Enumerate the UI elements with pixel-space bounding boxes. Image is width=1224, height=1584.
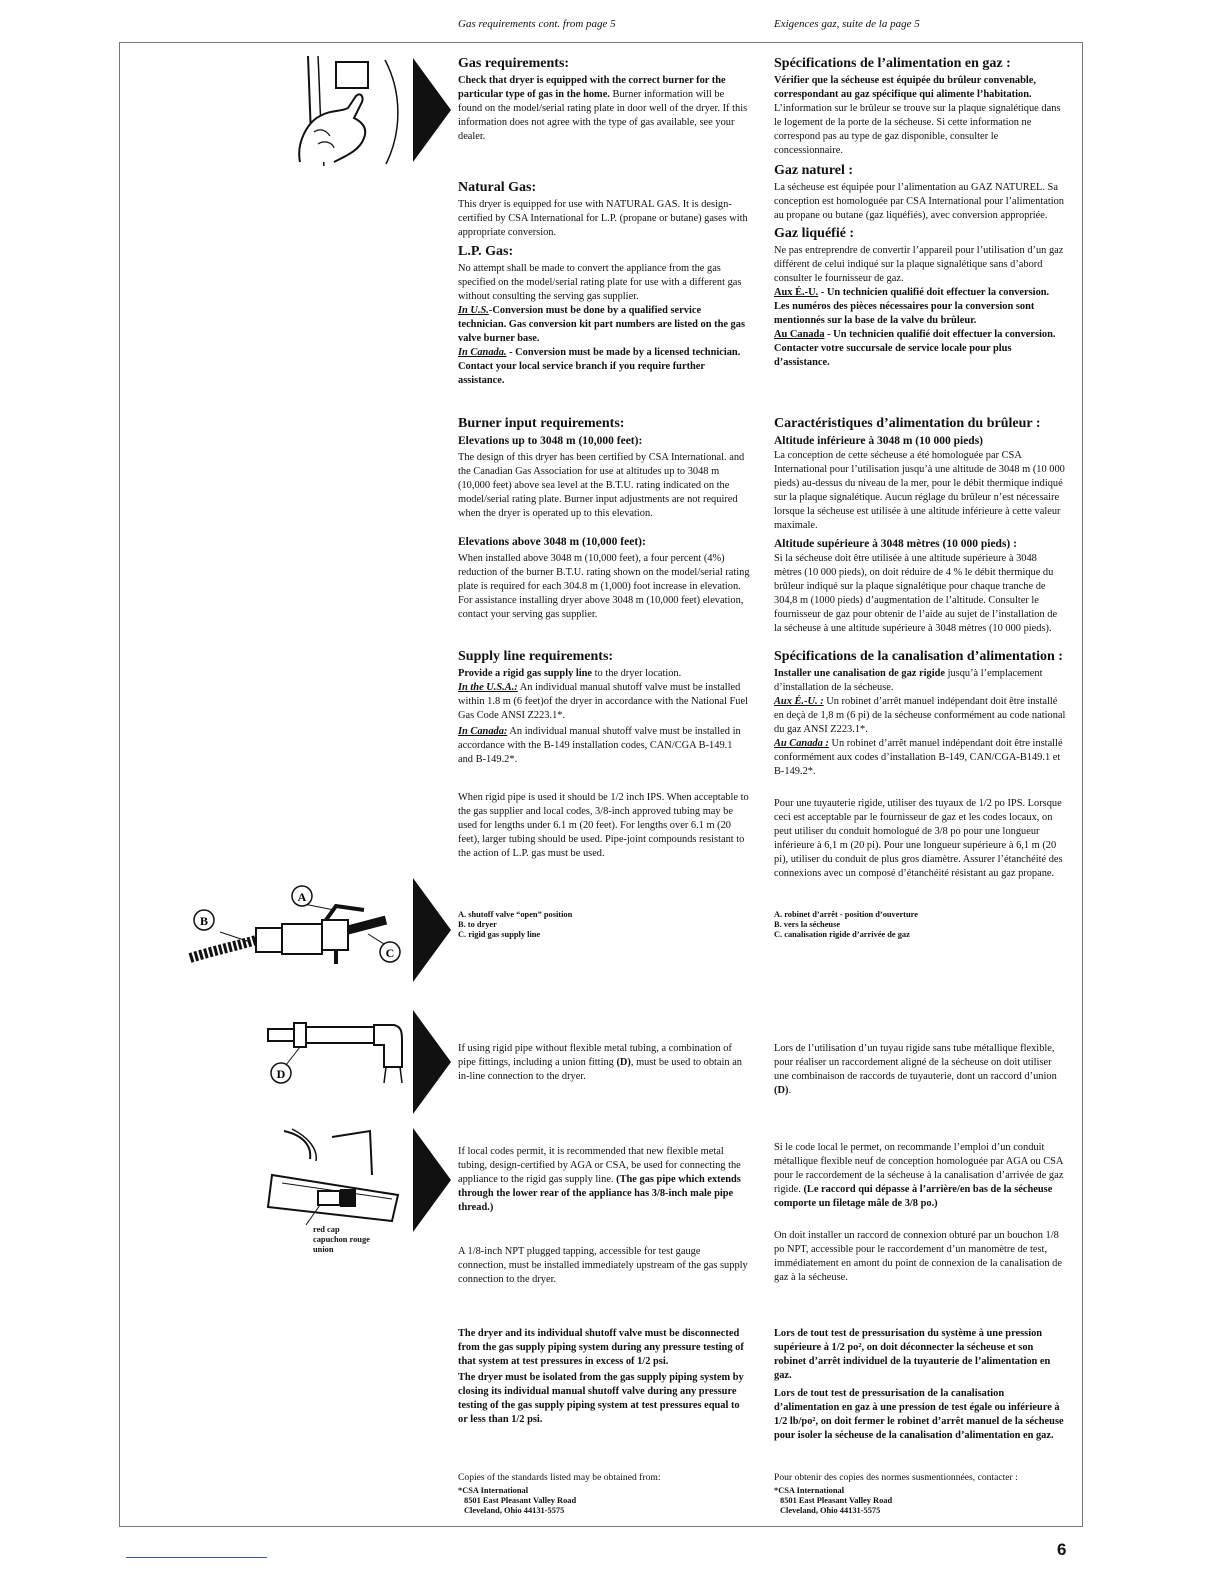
fr-pressure-section <box>774 1327 1066 1443</box>
fr-legend-item: C. canalisation rigide d’arrivée de gaz <box>774 930 910 939</box>
fr-flex-text: Si le code local le permet, on recommande l’emploi d’un conduit métallique flexible neuf de conception homologuée par AGA ou CSA pour le raccordement de la sécheuse à la canalisation d’arrivée de gaz rigide. <box>774 1142 1064 1195</box>
header-left: Gas requirements cont. from page 5 <box>458 18 616 30</box>
fr-pressure-text-2: Lors de tout test de pressurisation de la canalisation d’alimentation en gaz à une pression de test égale ou inférieure à 1/2 lb/po², on doit fermer le robinet d’arrêt manuel de la sécheuse pour isoler la sécheuse de la canalisation d’alimentation en gaz. <box>774 1388 1064 1441</box>
fr-lp-ca-label: Au Canada <box>774 329 825 340</box>
fr-supply-section <box>774 648 1066 881</box>
page-number: 6 <box>1057 1540 1067 1559</box>
english-column <box>458 55 750 144</box>
supply-lead-bold: Provide a rigid gas supply line <box>458 668 593 679</box>
legend-item: B. to dryer <box>458 920 497 929</box>
fr-legend-item: A. robinet d’arrêt - position d’ouverture <box>774 910 918 919</box>
legend-item: C. rigid gas supply line <box>458 930 541 939</box>
lp-gas-text: No attempt shall be made to convert the appliance from the gas specified on the model/serial rating plate for use with a different gas without consulting the serving gas supplier. <box>458 263 742 302</box>
fr-supply-usa-text: Un robinet d’arrêt manuel indépendant doit être installé en deçà de 1,8 m (6 pi) de la sécheuse conformément au code national du gaz ANSI Z223.1*. <box>774 696 1066 735</box>
flex-bold: (The gas pipe which extends through the lower rear of the appliance has 3/8-inch male pipe thread.) <box>458 1174 741 1213</box>
burner-text2: When installed above 3048 m (10,000 feet), a four percent (4%) reduction of the burner B.T.U. rating shown on the model/serial rating plate is required for each 304.8 m (1,000) foot increase in elevation. For assistance installing dryer above 3048 m (10,000 feet) elevation, contact your serving gas supplier. <box>458 553 750 620</box>
valve-label-a: A <box>297 890 307 904</box>
fr-standards-section <box>774 1472 1066 1516</box>
lp-gas-title: L.P. Gas: <box>458 244 514 259</box>
cap-caption-fr: capuchon rouge <box>313 1235 370 1244</box>
cap-caption-en: red cap <box>313 1225 340 1234</box>
french-column <box>774 55 1066 370</box>
burner-section <box>458 415 750 622</box>
flex-section <box>458 1145 750 1287</box>
fr-supply-lead-text: jusqu’à l’emplacement d’installation de la sécheuse. <box>774 668 1043 693</box>
pressure-text-1: The dryer and its individual shutoff valve must be disconnected from the gas supply piping system during any pressure testing of that system at test pressures in excess of 1/2 psi. <box>458 1328 744 1367</box>
fr-address-line: 8501 East Pleasant Valley Road <box>780 1496 893 1505</box>
fr-lp-gas-text: Ne pas entreprendre de convertir l’appareil pour l’utilisation d’un gaz différent de celui indiqué sur la plaque signalétique sans d’abord consulter le fournisseur de gaz. <box>774 245 1064 284</box>
fr-address-line: Cleveland, Ohio 44131-5575 <box>780 1506 881 1515</box>
fr-supply-lead-bold: Installer une canalisation de gaz rigide <box>774 668 945 679</box>
union-d: (D) <box>616 1057 631 1068</box>
standards-section <box>458 1472 750 1516</box>
fr-legend-item: B. vers la sécheuse <box>774 920 841 929</box>
address-line: Cleveland, Ohio 44131-5575 <box>464 1506 565 1515</box>
valve-legend <box>458 910 750 940</box>
fr-union-d: (D) <box>774 1085 789 1096</box>
shutoff-valve-illustration <box>186 880 408 982</box>
arrow-icon <box>413 878 451 982</box>
union-text-a: If using rigid pipe without flexible metal tubing, a combination of pipe fittings, including a union fitting <box>458 1043 732 1068</box>
natural-gas-text: This dryer is equipped for use with NATURAL GAS. It is design-certified by CSA International for L.P. (propane or butane) gases with appropriate conversion. <box>458 199 748 238</box>
fr-valve-legend <box>774 910 1066 940</box>
arrow-icon <box>413 1010 451 1114</box>
burner-title: Burner input requirements: <box>458 416 625 431</box>
burner-sub2: Elevations above 3048 m (10,000 feet): <box>458 536 646 548</box>
natural-gas-section <box>458 179 750 388</box>
fr-flex-section <box>774 1141 1066 1285</box>
fr-npt-text: On doit installer un raccord de connexion obturé par un bouchon 1/8 po NPT, accessible pour le raccordement d’un manomètre de test, immédiatement en amont du point de connexion de la canalisation de gaz à la sécheuse. <box>774 1230 1062 1283</box>
fr-lp-gas-title: Gaz liquéfié : <box>774 226 855 241</box>
cap-caption-union: union <box>313 1245 334 1254</box>
fr-pressure-text-1: Lors de tout test de pressurisation du système à une pression supérieure à 1/2 po², on doit déconnecter la sécheuse et son robinet d’arrêt individuel de la tuyauterie de l’alimentation en gaz. <box>774 1328 1051 1381</box>
lp-us-text: -Conversion must be done by a qualified service technician. Gas conversion kit part numbers are listed on the gas valve burner base. <box>458 305 745 344</box>
valve-label-c: C <box>385 946 395 960</box>
union-label-d: D <box>276 1067 286 1081</box>
supply-rigid-text: When rigid pipe is used it should be 1/2 inch IPS. When acceptable to the gas supplier and local codes, 3/8-inch approved tubing may be used for lengths under 6.1 m (20 feet). For lengths over 6.1 m (20 feet), larger tubing should be used. Pipe-joint compounds resistant to the action of L.P. gas must be used. <box>458 792 749 859</box>
fr-gas-requirements-text: L’information sur le brûleur se trouve sur la plaque signalétique dans le logement de la porte de la sécheuse. Si cette information ne correspond pas au type de gaz disponible, consulter le concessionnaire. <box>774 103 1061 156</box>
supply-usa-text: An individual manual shutoff valve must be installed within 1.8 m (6 feet)of the dryer in accordance with the National Fuel Gas Code ANSI Z223.1*. <box>458 682 748 721</box>
fr-supply-can-text: Un robinet d’arrêt manuel indépendant doit être installé conformément aux codes d’installation B-149, CAN/CGA-B149.1 et B-149.2*. <box>774 738 1063 777</box>
fr-flex-bold: (Le raccord qui dépasse à l’arrière/en bas de la sécheuse comporte un filetage mâle de 3/8 po.) <box>774 1184 1053 1209</box>
address-line: 8501 East Pleasant Valley Road <box>464 1496 577 1505</box>
union-fitting-illustration <box>262 1015 410 1087</box>
natural-gas-title: Natural Gas: <box>458 180 537 195</box>
fr-burner-section <box>774 415 1066 636</box>
fr-gas-requirements-title: Spécifications de l’alimentation en gaz : <box>774 56 1011 71</box>
lp-us-label: In U.S. <box>458 305 489 316</box>
flex-text: If local codes permit, it is recommended that new flexible metal tubing, design-certified by AGA or CSA, be used for connecting the appliance to the rigid gas supply line. <box>458 1146 741 1185</box>
copies-text: Copies of the standards listed may be obtained from: <box>458 1472 661 1483</box>
fr-burner-text2: Si la sécheuse doit être utilisée à une altitude supérieure à 3048 mètres (10 000 pieds), on doit réduire de 4 % le débit thermique du brûleur indiqué sur la plaque signalétique pour chaque tranche de 304,8 m (1000 pieds) d’augmentation de l’altitude. Consulter le fournisseur de gaz pour obtenir de l’aide au sujet de l’installation de la sécheuse à une altitude supérieure à 3048 mètres (10 000 pieds). <box>774 553 1058 634</box>
fr-copies-text: Pour obtenir des copies des normes susmentionnées, contacter : <box>774 1472 1018 1483</box>
arrow-icon <box>413 1128 451 1232</box>
fr-supply-can-label: Au Canada : <box>774 738 829 749</box>
arrow-icon <box>413 58 451 162</box>
lp-ca-text: - Conversion must be made by a licensed technician. Contact your local service branch if you require further assistance. <box>458 347 741 386</box>
fr-natural-gas-title: Gaz naturel : <box>774 163 854 178</box>
fr-lp-ca-text: - Un technicien qualifié doit effectuer la conversion. Contacter votre succursale de service locale pour plus d’assistance. <box>774 329 1056 368</box>
fr-burner-sub1: Altitude inférieure à 3048 m (10 000 pieds) <box>774 435 984 447</box>
burner-sub1: Elevations up to 3048 m (10,000 feet): <box>458 435 643 447</box>
fr-lp-us-label: Aux É.-U. <box>774 287 819 298</box>
fr-union-section <box>774 1042 1066 1098</box>
footnote-divider <box>126 1557 267 1558</box>
fr-burner-text1: La conception de cette sécheuse a été homologuée par CSA International pour l’utilisation jusqu’à une altitude de 3048 m (10 000 pieds) au-dessus du niveau de la mer, pour le débit thermique indiqué sur la plaque signalétique. Aucun réglage du brûleur n’est nécessaire lorsque la sécheuse est utilisée à une altitude inférieure à cette valeur maximale. <box>774 450 1065 531</box>
fr-gas-requirements-lead: Vérifier que la sécheuse est équipée du brûleur convenable, correspondant au gaz spécifique qui alimente l’habitation. <box>774 75 1036 100</box>
rating-plate-illustration <box>290 52 410 170</box>
header-right: Exigences gaz, suite de la page 5 <box>774 18 920 30</box>
gas-requirements-text: Burner information will be found on the model/serial rating plate in door well of the dryer. If this information does not agree with the type of gas available, see your dealer. <box>458 89 748 142</box>
supply-section <box>458 648 750 861</box>
fr-natural-gas-text: La sécheuse est équipée pour l’alimentation au GAZ NATUREL. Sa conception est homologuée par CSA International pour l’alimentation au propane ou butane (gaz liquéfiés), avec conversion appropriée. <box>774 182 1064 221</box>
supply-can-text: An individual manual shutoff valve must be installed in accordance with the B-149 installation codes, CAN/CGA B-149.1 and B-149.2*. <box>458 726 741 765</box>
red-cap-illustration <box>262 1125 410 1229</box>
fr-supply-title: Spécifications de la canalisation d’alimentation : <box>774 649 1063 664</box>
fr-supply-rigid-text: Pour une tuyauterie rigide, utiliser des tuyaux de 1/2 po IPS. Lorsque ceci est acceptable par le fournisseur de gaz et les codes locaux, on peut utiliser du conduit homologué de 3/8 po pour une longueur inférieure à 6,1 m (20 pi). Pour une longueur supérieure à 6,1 m (20 pi), utiliser du conduit de plus gros diamètre. Assurer l’étanchéité des connexions avec un composé d’étanchéité résistant au gaz propane. <box>774 798 1063 879</box>
lp-ca-label: In Canada. <box>458 347 507 358</box>
fr-burner-title: Caractéristiques d’alimentation du brûleur : <box>774 416 1041 431</box>
burner-text1: The design of this dryer has been certified by CSA International. and the Canadian Gas Association for use at altitudes up to 3048 m (10,000 feet) above sea level at the B.T.U. rating indicated on the model/serial rating plate. Burner input adjustments are not required when the dryer is operated up to this elevation. <box>458 452 745 519</box>
address-line: *CSA International <box>458 1486 529 1495</box>
gas-requirements-title: Gas requirements: <box>458 56 570 71</box>
supply-can-label: In Canada: <box>458 726 508 737</box>
supply-lead-text: to the dryer location. <box>592 668 682 679</box>
npt-text: A 1/8-inch NPT plugged tapping, accessible for test gauge connection, must be installed immediately upstream of the gas supply connection to the dryer. <box>458 1246 748 1285</box>
fr-burner-sub2: Altitude supérieure à 3048 mètres (10 000 pieds) : <box>774 538 1017 550</box>
fr-address-line: *CSA International <box>774 1486 845 1495</box>
supply-usa-label: In the U.S.A.: <box>458 682 518 693</box>
fr-lp-us-text: - Un technicien qualifié doit effectuer la conversion. Les numéros des pièces nécessaires pour la conversion sont mentionnés sur la base de la valve du brûleur. <box>774 287 1050 326</box>
fr-union-text-b: . <box>788 1085 792 1096</box>
pressure-text-2: The dryer must be isolated from the gas supply piping system by closing its individual manual shutoff valve during any pressure testing of the gas supply piping system at test pressures equal to or less than 1/2 psi. <box>458 1372 744 1425</box>
pressure-section <box>458 1327 750 1427</box>
union-section <box>458 1042 750 1084</box>
gas-requirements-lead: Check that dryer is equipped with the correct burner for the particular type of gas in the home. <box>458 75 726 100</box>
union-text-b: , must be used to obtain an in-line connection to the dryer. <box>458 1057 742 1082</box>
valve-label-b: B <box>199 914 209 928</box>
legend-item: A. shutoff valve “open” position <box>458 910 573 919</box>
fr-union-text-a: Lors de l’utilisation d’un tuyau rigide sans tube métallique flexible, pour réaliser un raccordement aligné de la sécheuse on doit utiliser une combinaison de raccords de tuyauterie, dont un raccord d’union <box>774 1043 1057 1082</box>
cap-caption <box>313 1225 370 1255</box>
supply-title: Supply line requirements: <box>458 649 614 664</box>
fr-supply-usa-label: Aux É.-U. : <box>774 696 824 707</box>
